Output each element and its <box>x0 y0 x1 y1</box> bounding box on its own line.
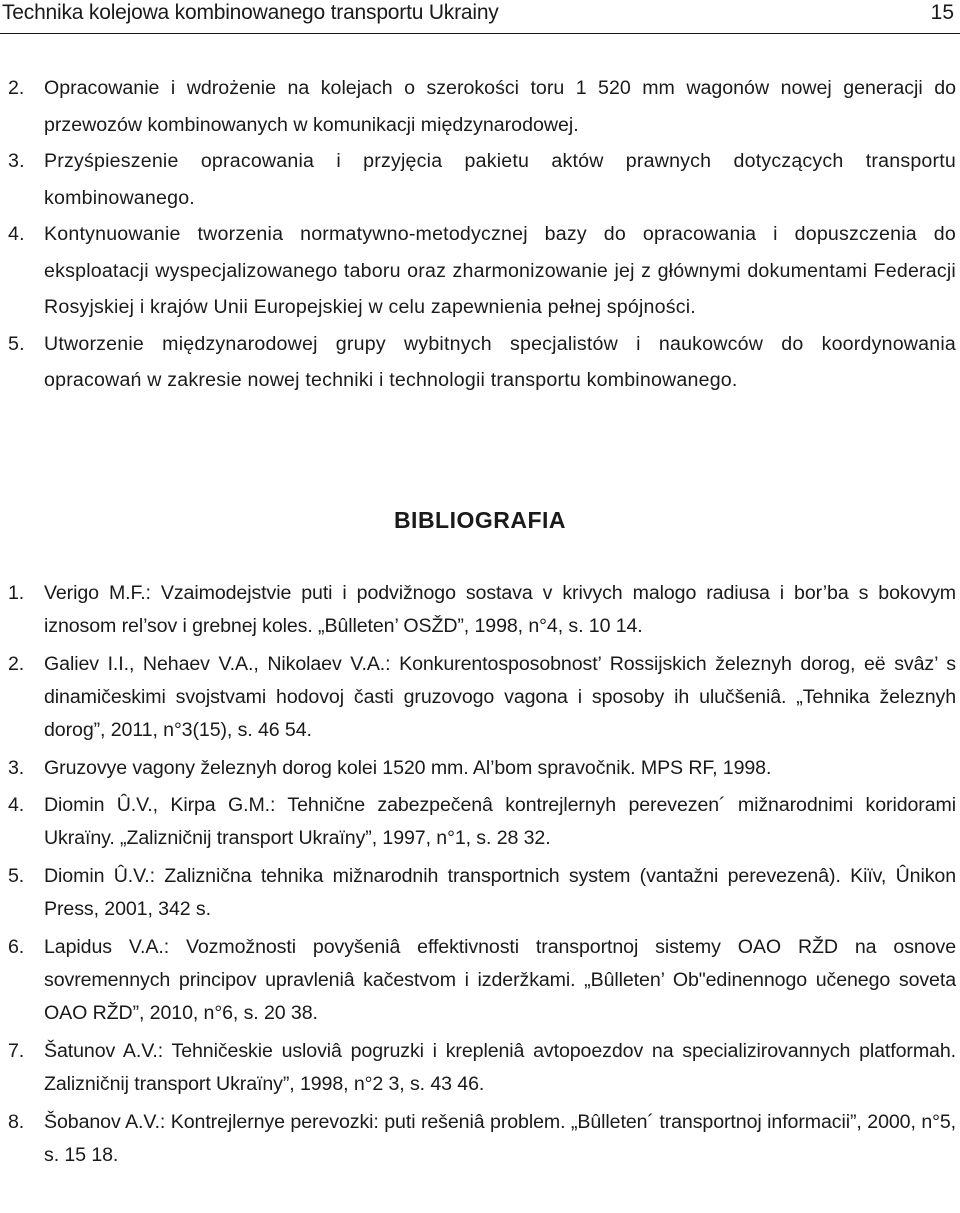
item-text: Przyśpieszenie opracowania i przyjęcia pakietu aktów prawnych dotyczących transportu kombinowanego. <box>44 150 956 209</box>
item-text: Kontynuowanie tworzenia normatywno-metodycznej bazy do opracowania i dopuszczenia do eksploatacji wyspecjalizowanego taboru oraz zharmonizowanie jej z głównymi dokumentami Federacji Rosyjskiej i krajów Unii Europejskiej w celu zapewnienia pełnej spójności. <box>44 223 956 318</box>
recommendations-list <box>8 70 956 399</box>
reference-text: Galiev I.I., Nehaev V.A., Nikolaev V.A.: Konkurentosposobnost’ Rossijskich železnyh dorog, eë svâz’ s dinamičeskimi svojstvami hodovoj časti gruzovogo vagona i sposoby ih ulučšeniâ. „Tehnika železnyh dorog”, 2011, n°3(15), s. 46 54. <box>44 652 956 741</box>
reference-text: Šobanov A.V.: Kontrejlernye perevozki: puti rešeniâ problem. „Bûlleten´ transportnoj informacii”, 2000, n°5, s. 15 18. <box>44 1110 956 1166</box>
reference-number: 4. <box>8 794 25 817</box>
reference-text: Lapidus V.A.: Vozmožnosti povyšeniâ effektivnosti transportnoj sistemy OAO RŽD na osnove sovremennych principov upravleniâ kačestvom i izderžkami. „Bûlleten’ Ob"edinennogo učenego soveta OAO RŽD”, 2010, n°6, s. 20 38. <box>44 935 956 1024</box>
reference-number: 2. <box>8 652 25 675</box>
reference-number: 7. <box>8 1039 25 1062</box>
header-rule <box>0 33 960 34</box>
bibliography-heading: BIBLIOGRAFIA <box>393 507 567 533</box>
list-item <box>8 216 956 326</box>
list-item <box>8 70 956 143</box>
reference-item <box>8 577 956 643</box>
reference-number: 3. <box>8 756 25 779</box>
reference-text: Diomin Û.V., Kirpa G.M.: Tehnične zabezpečenâ kontrejlernyh perevezen´ mižnarodnimi koridorami Ukraïny. „Zalizničnij transport Ukraïny”, 1997, n°1, s. 28 32. <box>44 794 956 850</box>
reference-text: Verigo M.F.: Vzaimodejstvie puti i podvižnogo sostava v krivych malogo radiusa i bor’ba s bokovym iznosom rel’sov i grebnej koles. „Bûlleten’ OSŽD”, 1998, n°4, s. 10 14. <box>44 582 956 637</box>
item-number: 4. <box>8 223 25 245</box>
item-text: Opracowanie i wdrożenie na kolejach o szerokości toru 1 520 mm wagonów nowej generacji do przewozów kombinowanych w komunikacji międzynarodowej. <box>44 77 956 136</box>
reference-item <box>8 752 956 785</box>
reference-number: 8. <box>8 1110 25 1133</box>
running-title: Technika kolejowa kombinowanego transportu Ukrainy <box>2 1 499 24</box>
reference-item <box>8 648 956 747</box>
reference-text: Gruzovye vagony železnyh dorog kolei 1520 mm. Al’bom spravočnik. MPS RF, 1998. <box>44 756 772 779</box>
reference-item <box>8 789 956 855</box>
reference-number: 6. <box>8 935 25 958</box>
item-text: Utworzenie międzynarodowej grupy wybitnych specjalistów i naukowców do koordynowania opracowań w zakresie nowej techniki i technologii transportu kombinowanego. <box>44 332 956 391</box>
reference-item <box>8 1035 956 1101</box>
reference-item <box>8 860 956 926</box>
reference-text: Diomin Û.V.: Zaliznična tehnika mižnarodnih transportnich system (vantažni perevezenâ). Kiïv, Ûnikon Press, 2001, 342 s. <box>44 865 956 921</box>
reference-text: Šatunov A.V.: Tehničeskie usloviâ pogruzki i krepleniâ avtopoezdov na specializirovannych platformah. Zalizničnij transport Ukraïny”, 1998, n°2 3, s. 43 46. <box>44 1039 956 1095</box>
reference-number: 5. <box>8 865 25 888</box>
bibliography-list <box>8 577 956 1176</box>
list-item <box>8 326 956 399</box>
page-number: 15 <box>930 1 954 24</box>
running-header <box>0 0 960 30</box>
item-number: 5. <box>8 332 25 355</box>
item-number: 2. <box>8 77 25 99</box>
reference-item <box>8 931 956 1030</box>
reference-item <box>8 1106 956 1172</box>
reference-number: 1. <box>8 582 25 604</box>
list-item <box>8 143 956 216</box>
item-number: 3. <box>8 150 25 172</box>
